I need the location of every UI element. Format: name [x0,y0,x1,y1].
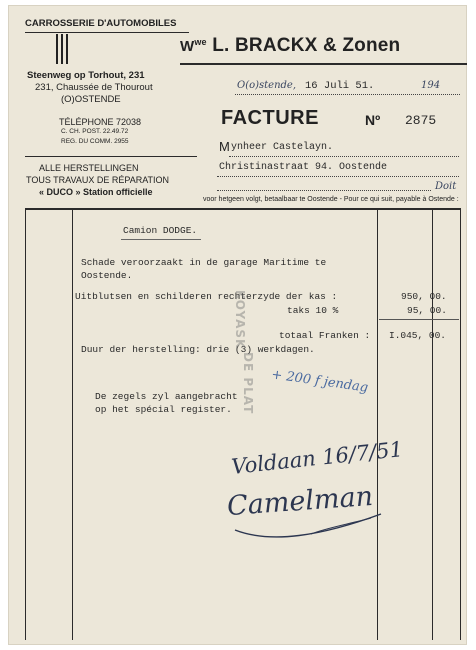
address-line-1: Steenweg op Torhout, 231 [27,70,145,81]
recipient-dotline [229,156,459,157]
company-title: L. BRACKX & Zonen [212,35,401,56]
address-line-2: 231, Chaussée de Thourout [35,82,153,93]
subject-underline [121,239,201,240]
amount-1: 950, 00. [401,291,447,302]
watermark-line-1: KOYASK [233,290,247,350]
header-divider [25,156,197,157]
subtotal-rule [379,319,459,320]
triple-bar-logo [56,34,70,64]
doit-label: Doit [435,181,457,192]
recipient-address: Christinastraat 94. Oostende [219,162,388,173]
invoice-sheet [9,6,466,644]
commerce-register: REG. DU COMM. 2955 [61,138,129,145]
total-label: totaal Franken : [279,330,371,341]
doit-dotline [217,190,431,191]
line-item-2: taks 10 % [287,305,339,316]
signature-flourish [231,506,391,546]
total-amount: I.045, 00. [389,330,447,341]
table-column-1 [72,208,73,640]
city: (O)OSTENDE [61,94,121,105]
description-2: Oostende. [81,270,133,281]
invoice-number: 2875 [405,113,437,128]
signature: Camelman [226,480,374,523]
services-fr: TOUS TRAVAUX DE RÉPARATION [26,175,170,185]
recipient-m: M [219,139,230,154]
trade-underline [25,32,189,33]
telephone: TÉLÉPHONE 72038 [59,117,142,127]
company-name [180,35,400,57]
amount-2: 95, 00. [407,305,447,316]
stamps-note-2: op het spécial register. [95,404,232,415]
table-column-3 [432,208,433,640]
table-right-border [460,208,461,640]
table-top-line [25,208,461,210]
handwritten-note: + 200 f jendag [270,367,369,396]
postal-account: C. CH. POST. 22.49.72 [61,128,129,135]
subject-line: Camion DODGE. [123,225,198,236]
services-nl: ALLE HERSTELLINGEN [39,163,139,173]
recipient-name: ynheer Castelayn. [231,142,334,153]
line-item-1: Uitblutsen en schilderen rechterzyde der kas : [75,291,338,302]
invoice-place: O(o)stende, [237,80,297,91]
duco-station: « DUCO » Station officielle [39,187,153,197]
handwritten-paid: Voldaan 16/7/51 [230,437,405,479]
company-underline [180,63,467,65]
company-prefix: $W^{we}$ [180,37,207,55]
invoice-date: 16 Juli 51. [305,80,375,92]
watermark-line-2: DE PLAT [241,352,255,415]
trade-label: CARROSSERIE D'AUTOMOBILES [25,18,177,29]
repair-duration: Duur der herstelling: drie (3) werkdagen. [81,344,315,355]
number-label: Nº [365,112,381,128]
payable-terms: voor hetgeen volgt, betaalbaar te Oostende - Pour ce qui suit, payable à Ostende : [203,196,459,203]
address-dotline [217,176,459,177]
table-left-border [25,208,26,640]
facture-title: FACTURE [221,107,319,129]
table-column-2 [377,208,378,640]
stamps-note-1: De zegels zyl aangebracht [95,391,238,402]
year-prefix: 194 [421,80,441,91]
date-dotline [235,94,460,95]
description-1: Schade veroorzaakt in de garage Maritime te [81,257,327,268]
